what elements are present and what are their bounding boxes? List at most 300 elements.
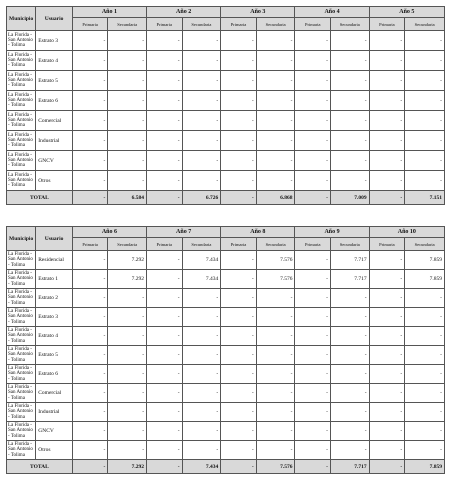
total-value: 7.859 <box>405 460 445 474</box>
value-cell: - <box>182 171 221 191</box>
total-value: 7.292 <box>108 460 147 474</box>
uso-header: Usuario <box>36 227 73 251</box>
value-cell: - <box>330 403 369 422</box>
value-cell: - <box>72 346 108 365</box>
value-cell: - <box>295 251 331 270</box>
municipio-cell: La Florida - San Antonio - Tolima <box>7 71 36 91</box>
value-cell: - <box>369 71 405 91</box>
secundaria-header: Secundaria <box>108 18 147 31</box>
table-row <box>7 441 445 460</box>
value-cell: - <box>108 308 147 327</box>
value-cell: - <box>405 346 445 365</box>
value-cell: - <box>72 441 108 460</box>
uso-cell: Estrato 2 <box>36 289 73 308</box>
total-value: 7.576 <box>256 460 295 474</box>
uso-cell: GNCV <box>36 151 73 171</box>
total-label: TOTAL <box>7 460 73 474</box>
value-cell: - <box>369 346 405 365</box>
value-cell: - <box>221 111 257 131</box>
value-cell: - <box>256 171 295 191</box>
municipio-cell: La Florida - San Antonio - Tolima <box>7 327 36 346</box>
municipio-cell: La Florida - San Antonio - Tolima <box>7 308 36 327</box>
table-row <box>7 31 445 51</box>
value-cell: - <box>295 308 331 327</box>
year-header: Año 8 <box>221 227 295 238</box>
value-cell: - <box>405 327 445 346</box>
value-cell: - <box>256 441 295 460</box>
municipio-cell: La Florida - San Antonio - Tolima <box>7 131 36 151</box>
value-cell: - <box>369 308 405 327</box>
value-cell: - <box>147 327 183 346</box>
value-cell: 7.576 <box>256 270 295 289</box>
value-cell: - <box>295 441 331 460</box>
total-value: - <box>295 460 331 474</box>
value-cell: - <box>256 31 295 51</box>
value-cell: - <box>256 384 295 403</box>
total-value: 6.868 <box>256 191 295 205</box>
value-cell: - <box>256 131 295 151</box>
value-cell: - <box>405 131 445 151</box>
municipio-cell: La Florida - San Antonio - Tolima <box>7 422 36 441</box>
value-cell: - <box>369 327 405 346</box>
value-cell: - <box>369 111 405 131</box>
municipio-cell: La Florida - San Antonio - Tolima <box>7 171 36 191</box>
value-cell: - <box>405 365 445 384</box>
value-cell: - <box>295 31 331 51</box>
uso-cell: Otros <box>36 171 73 191</box>
value-cell: - <box>256 91 295 111</box>
uso-cell: Industrial <box>36 403 73 422</box>
table-row <box>7 251 445 270</box>
value-cell: - <box>369 51 405 71</box>
value-cell: - <box>221 31 257 51</box>
value-cell: - <box>221 327 257 346</box>
value-cell: - <box>108 422 147 441</box>
value-cell: - <box>108 365 147 384</box>
value-cell: - <box>72 327 108 346</box>
total-value: 7.717 <box>330 460 369 474</box>
table-row <box>7 131 445 151</box>
secundaria-header: Secundaria <box>405 238 445 251</box>
table-row <box>7 270 445 289</box>
total-value: - <box>369 460 405 474</box>
primaria-header: Primaria <box>295 18 331 31</box>
secundaria-header: Secundaria <box>108 238 147 251</box>
value-cell: - <box>147 131 183 151</box>
secundaria-header: Secundaria <box>182 238 221 251</box>
value-cell: - <box>295 171 331 191</box>
uso-cell: Residencial <box>36 251 73 270</box>
value-cell: - <box>108 289 147 308</box>
value-cell: - <box>182 441 221 460</box>
value-cell: - <box>256 365 295 384</box>
value-cell: - <box>405 403 445 422</box>
value-cell: - <box>182 31 221 51</box>
value-cell: - <box>72 422 108 441</box>
value-cell: - <box>182 51 221 71</box>
value-cell: - <box>147 270 183 289</box>
value-cell: - <box>147 71 183 91</box>
value-cell: - <box>405 51 445 71</box>
municipio-cell: La Florida - San Antonio - Tolima <box>7 111 36 131</box>
value-cell: - <box>147 346 183 365</box>
value-cell: - <box>182 71 221 91</box>
uso-cell: Estrato 4 <box>36 327 73 346</box>
year-header: Año 1 <box>72 7 146 18</box>
primaria-header: Primaria <box>369 18 405 31</box>
value-cell: - <box>295 365 331 384</box>
value-cell: - <box>72 289 108 308</box>
value-cell: - <box>108 91 147 111</box>
value-cell: - <box>330 384 369 403</box>
value-cell: - <box>295 270 331 289</box>
value-cell: - <box>330 111 369 131</box>
municipio-header: Municipio <box>7 7 36 31</box>
value-cell: - <box>182 384 221 403</box>
value-cell: - <box>147 51 183 71</box>
value-cell: - <box>182 289 221 308</box>
primaria-header: Primaria <box>221 238 257 251</box>
value-cell: - <box>369 251 405 270</box>
year-header: Año 9 <box>295 227 369 238</box>
value-cell: - <box>147 111 183 131</box>
uso-cell: Estrato 3 <box>36 31 73 51</box>
value-cell: - <box>182 151 221 171</box>
uso-cell: Estrato 1 <box>36 270 73 289</box>
value-cell: - <box>295 51 331 71</box>
value-cell: - <box>405 384 445 403</box>
value-cell: - <box>330 365 369 384</box>
value-cell: - <box>147 365 183 384</box>
value-cell: - <box>221 71 257 91</box>
value-cell: - <box>221 403 257 422</box>
table-row <box>7 422 445 441</box>
table-row <box>7 289 445 308</box>
secundaria-header: Secundaria <box>256 18 295 31</box>
table-row <box>7 91 445 111</box>
total-value: - <box>369 191 405 205</box>
uso-cell: Estrato 5 <box>36 346 73 365</box>
value-cell: - <box>108 151 147 171</box>
value-cell: - <box>221 131 257 151</box>
value-cell: - <box>330 51 369 71</box>
value-cell: - <box>295 403 331 422</box>
value-cell: - <box>147 151 183 171</box>
municipio-cell: La Florida - San Antonio - Tolima <box>7 365 36 384</box>
value-cell: - <box>369 365 405 384</box>
value-cell: - <box>108 31 147 51</box>
value-cell: - <box>108 171 147 191</box>
uso-cell: Industrial <box>36 131 73 151</box>
value-cell: - <box>330 289 369 308</box>
value-cell: - <box>256 308 295 327</box>
value-cell: - <box>369 403 405 422</box>
value-cell: - <box>72 270 108 289</box>
value-cell: - <box>369 270 405 289</box>
table-row <box>7 365 445 384</box>
value-cell: - <box>330 171 369 191</box>
total-value: 7.009 <box>330 191 369 205</box>
year-header: Año 3 <box>221 7 295 18</box>
year-header: Año 5 <box>369 7 444 18</box>
value-cell: 7.717 <box>330 251 369 270</box>
primaria-header: Primaria <box>72 18 108 31</box>
value-cell: - <box>72 251 108 270</box>
value-cell: - <box>147 384 183 403</box>
value-cell: - <box>256 51 295 71</box>
value-cell: - <box>369 289 405 308</box>
value-cell: - <box>147 289 183 308</box>
uso-cell: GNCV <box>36 422 73 441</box>
table-row <box>7 327 445 346</box>
total-value: 6.584 <box>108 191 147 205</box>
value-cell: 7.292 <box>108 270 147 289</box>
value-cell: - <box>405 171 445 191</box>
value-cell: - <box>147 251 183 270</box>
value-cell: - <box>256 71 295 91</box>
value-cell: - <box>295 346 331 365</box>
value-cell: - <box>182 346 221 365</box>
value-cell: - <box>72 51 108 71</box>
value-cell: - <box>72 151 108 171</box>
value-cell: - <box>147 441 183 460</box>
table-row <box>7 384 445 403</box>
value-cell: - <box>221 270 257 289</box>
total-value: - <box>295 191 331 205</box>
value-cell: - <box>330 422 369 441</box>
secundaria-header: Secundaria <box>330 18 369 31</box>
secundaria-header: Secundaria <box>256 238 295 251</box>
value-cell: - <box>221 308 257 327</box>
total-row <box>7 460 445 474</box>
value-cell: - <box>72 365 108 384</box>
uso-cell: Estrato 3 <box>36 308 73 327</box>
table-row <box>7 308 445 327</box>
total-value: - <box>72 460 108 474</box>
municipio-cell: La Florida - San Antonio - Tolima <box>7 31 36 51</box>
total-value: - <box>147 460 183 474</box>
value-cell: - <box>295 327 331 346</box>
value-cell: - <box>330 346 369 365</box>
value-cell: - <box>330 31 369 51</box>
value-cell: - <box>108 384 147 403</box>
uso-header: Usuario <box>36 7 73 31</box>
value-cell: - <box>369 31 405 51</box>
municipio-cell: La Florida - San Antonio - Tolima <box>7 51 36 71</box>
value-cell: - <box>221 51 257 71</box>
value-cell: - <box>72 31 108 51</box>
value-cell: - <box>256 327 295 346</box>
value-cell: - <box>405 289 445 308</box>
value-cell: - <box>405 422 445 441</box>
value-cell: - <box>256 289 295 308</box>
value-cell: - <box>221 251 257 270</box>
primaria-header: Primaria <box>147 18 183 31</box>
value-cell: - <box>330 308 369 327</box>
value-cell: - <box>256 151 295 171</box>
year-header: Año 4 <box>295 7 369 18</box>
table-row <box>7 171 445 191</box>
uso-cell: Estrato 6 <box>36 365 73 384</box>
secundaria-header: Secundaria <box>182 18 221 31</box>
table-row <box>7 151 445 171</box>
municipio-cell: La Florida - San Antonio - Tolima <box>7 384 36 403</box>
value-cell: - <box>405 151 445 171</box>
value-cell: - <box>369 171 405 191</box>
value-cell: - <box>72 71 108 91</box>
municipio-cell: La Florida - San Antonio - Tolima <box>7 289 36 308</box>
total-value: 7.434 <box>182 460 221 474</box>
demand-table-years-1-5 <box>6 6 445 205</box>
value-cell: - <box>147 31 183 51</box>
value-cell: 7.859 <box>405 251 445 270</box>
value-cell: - <box>182 308 221 327</box>
uso-cell: Estrato 4 <box>36 51 73 71</box>
value-cell: - <box>221 441 257 460</box>
uso-cell: Estrato 5 <box>36 71 73 91</box>
uso-cell: Estrato 6 <box>36 91 73 111</box>
value-cell: - <box>405 31 445 51</box>
value-cell: - <box>369 151 405 171</box>
table-body <box>7 31 445 205</box>
total-value: - <box>147 191 183 205</box>
value-cell: - <box>405 91 445 111</box>
value-cell: - <box>108 327 147 346</box>
total-value: 7.151 <box>405 191 445 205</box>
value-cell: 7.576 <box>256 251 295 270</box>
value-cell: - <box>369 384 405 403</box>
municipio-cell: La Florida - San Antonio - Tolima <box>7 403 36 422</box>
year-header: Año 2 <box>147 7 221 18</box>
value-cell: - <box>72 308 108 327</box>
value-cell: - <box>108 71 147 91</box>
secundaria-header: Secundaria <box>330 238 369 251</box>
value-cell: - <box>369 131 405 151</box>
uso-cell: Comercial <box>36 384 73 403</box>
primaria-header: Primaria <box>221 18 257 31</box>
value-cell: 7.434 <box>182 251 221 270</box>
value-cell: - <box>295 151 331 171</box>
value-cell: - <box>221 289 257 308</box>
value-cell: - <box>182 327 221 346</box>
value-cell: - <box>108 441 147 460</box>
table-row <box>7 71 445 91</box>
value-cell: - <box>72 131 108 151</box>
value-cell: - <box>182 91 221 111</box>
municipio-cell: La Florida - San Antonio - Tolima <box>7 270 36 289</box>
value-cell: - <box>72 91 108 111</box>
primaria-header: Primaria <box>295 238 331 251</box>
table-row <box>7 111 445 131</box>
total-label: TOTAL <box>7 191 73 205</box>
value-cell: - <box>108 403 147 422</box>
primaria-header: Primaria <box>72 238 108 251</box>
table-row <box>7 346 445 365</box>
value-cell: - <box>405 441 445 460</box>
value-cell: - <box>330 131 369 151</box>
value-cell: - <box>295 422 331 441</box>
total-value: 6.726 <box>182 191 221 205</box>
value-cell: - <box>221 171 257 191</box>
value-cell: - <box>256 346 295 365</box>
total-value: - <box>72 191 108 205</box>
value-cell: - <box>72 384 108 403</box>
municipio-cell: La Florida - San Antonio - Tolima <box>7 91 36 111</box>
year-header: Año 6 <box>72 227 146 238</box>
table-row <box>7 51 445 71</box>
value-cell: - <box>108 51 147 71</box>
value-cell: - <box>330 91 369 111</box>
value-cell: - <box>147 422 183 441</box>
value-cell: - <box>182 403 221 422</box>
value-cell: - <box>221 422 257 441</box>
uso-cell: Comercial <box>36 111 73 131</box>
municipio-cell: La Florida - San Antonio - Tolima <box>7 346 36 365</box>
municipio-cell: La Florida - San Antonio - Tolima <box>7 441 36 460</box>
value-cell: - <box>147 308 183 327</box>
value-cell: - <box>295 111 331 131</box>
value-cell: 7.434 <box>182 270 221 289</box>
value-cell: - <box>182 111 221 131</box>
value-cell: - <box>405 308 445 327</box>
value-cell: - <box>182 422 221 441</box>
demand-table-years-6-10 <box>6 226 445 474</box>
value-cell: - <box>295 131 331 151</box>
value-cell: - <box>330 327 369 346</box>
value-cell: - <box>182 365 221 384</box>
value-cell: - <box>108 131 147 151</box>
value-cell: - <box>330 441 369 460</box>
uso-cell: Otros <box>36 441 73 460</box>
value-cell: - <box>295 289 331 308</box>
primaria-header: Primaria <box>147 238 183 251</box>
total-value: - <box>221 460 257 474</box>
value-cell: - <box>369 422 405 441</box>
value-cell: - <box>147 91 183 111</box>
total-row <box>7 191 445 205</box>
value-cell: 7.717 <box>330 270 369 289</box>
value-cell: - <box>72 111 108 131</box>
value-cell: - <box>295 91 331 111</box>
value-cell: - <box>330 71 369 91</box>
value-cell: - <box>108 111 147 131</box>
value-cell: - <box>256 403 295 422</box>
value-cell: - <box>330 151 369 171</box>
year-header: Año 7 <box>147 227 221 238</box>
value-cell: 7.292 <box>108 251 147 270</box>
municipio-cell: La Florida - San Antonio - Tolima <box>7 151 36 171</box>
value-cell: - <box>221 151 257 171</box>
value-cell: - <box>108 346 147 365</box>
value-cell: - <box>256 422 295 441</box>
municipio-cell: La Florida - San Antonio - Tolima <box>7 251 36 270</box>
value-cell: - <box>295 384 331 403</box>
value-cell: - <box>221 346 257 365</box>
value-cell: - <box>295 71 331 91</box>
value-cell: - <box>72 403 108 422</box>
value-cell: - <box>405 71 445 91</box>
value-cell: - <box>182 131 221 151</box>
value-cell: - <box>221 365 257 384</box>
value-cell: - <box>147 403 183 422</box>
value-cell: - <box>221 384 257 403</box>
value-cell: - <box>221 91 257 111</box>
municipio-header: Municipio <box>7 227 36 251</box>
value-cell: - <box>256 111 295 131</box>
year-header: Año 10 <box>369 227 444 238</box>
table-body <box>7 251 445 474</box>
value-cell: - <box>405 111 445 131</box>
